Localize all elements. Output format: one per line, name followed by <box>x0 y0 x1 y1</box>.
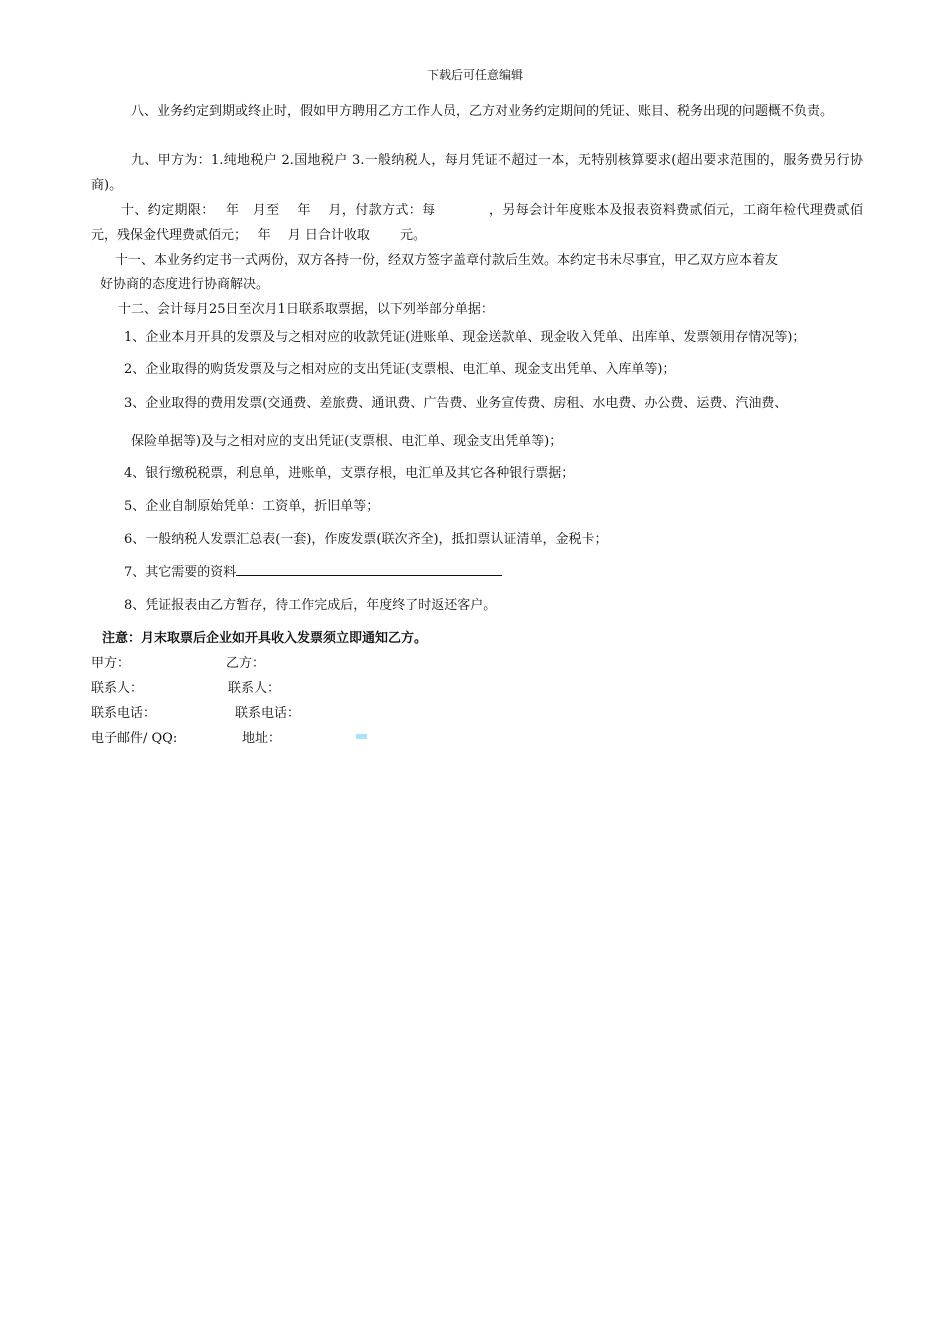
clause-8: 八、业务约定到期或终止时，假如甲方聘用乙方工作人员，乙方对业务约定期间的凭证、账目、税务出现的问题概不负责。 <box>131 104 834 119</box>
clause-9: 九、甲方为：1.纯地税户 2.国地税户 3.一般纳税人，每月凭证不超过一本，无特别核算要求(超出要求范围的，服务费另行协商)。 <box>91 153 863 193</box>
list-item-label: 7、其它需要的资料 <box>124 565 237 580</box>
clause-11: 十一、本业务约定书一式两份，双方各持一份，经双方签字盖章付款后生效。本约定书未尽事宜，甲乙双方应本着友 <box>115 253 779 268</box>
list-item: 1、企业本月开具的发票及与之相对应的收款凭证(进账单、现金送款单、现金收入凭单、出库单、发票领用存情况等)； <box>124 330 806 345</box>
phone-b-label: 联系电话： <box>235 706 301 721</box>
list-item: 5、企业自制原始凭单：工资单，折旧单等； <box>124 499 380 514</box>
contact-b-label: 联系人： <box>228 681 281 696</box>
page-header: 下载后可任意编辑 <box>426 68 523 82</box>
notice-text: 注意：月末取票后企业如开具收入发票须立即通知乙方。 <box>102 631 428 646</box>
list-item-other-materials <box>124 561 502 580</box>
highlight-marker <box>356 734 367 739</box>
list-item: 8、凭证报表由乙方暂存，待工作完成后，年度终了时返还客户。 <box>124 598 497 613</box>
clause-11-continued: 好协商的态度进行协商解决。 <box>100 277 270 292</box>
fill-in-blank-line <box>236 561 502 576</box>
party-b-label: 乙方： <box>226 656 266 671</box>
address-label: 地址： <box>242 731 282 746</box>
list-item: 3、企业取得的费用发票(交通费、差旅费、通讯费、广告费、业务宣传费、房租、水电费、办公费、运费、汽油费、 <box>124 396 788 411</box>
phone-a-label: 联系电话： <box>91 706 157 721</box>
clause-10: 十、约定期限： 年 月至 年 月，付款方式：每 ，另每会计年度账本及报表资料费贰佰元，工商年检代理费贰佰元，残保金代理费贰佰元； 年 月 日合计收取 元。 <box>91 203 863 243</box>
list-item: 4、银行缴税税票，利息单，进账单，支票存根，电汇单及其它各种银行票据； <box>124 466 575 481</box>
contact-a-label: 联系人： <box>91 681 144 696</box>
list-item-continued: 保险单据等)及与之相对应的支出凭证(支票根、电汇单、现金支出凭单等)； <box>131 434 563 449</box>
party-a-label: 甲方： <box>91 656 131 671</box>
clause-12: 十二、会计每月25日至次月1日联系取票据，以下列举部分单据： <box>118 302 494 317</box>
list-item: 2、企业取得的购货发票及与之相对应的支出凭证(支票根、电汇单、现金支出凭单、入库单等)； <box>124 362 676 377</box>
email-qq-label: 电子邮件/ QQ: <box>91 731 178 746</box>
list-item: 6、一般纳税人发票汇总表(一套)，作废发票(联次齐全)，抵扣票认证清单，金税卡； <box>124 532 608 547</box>
